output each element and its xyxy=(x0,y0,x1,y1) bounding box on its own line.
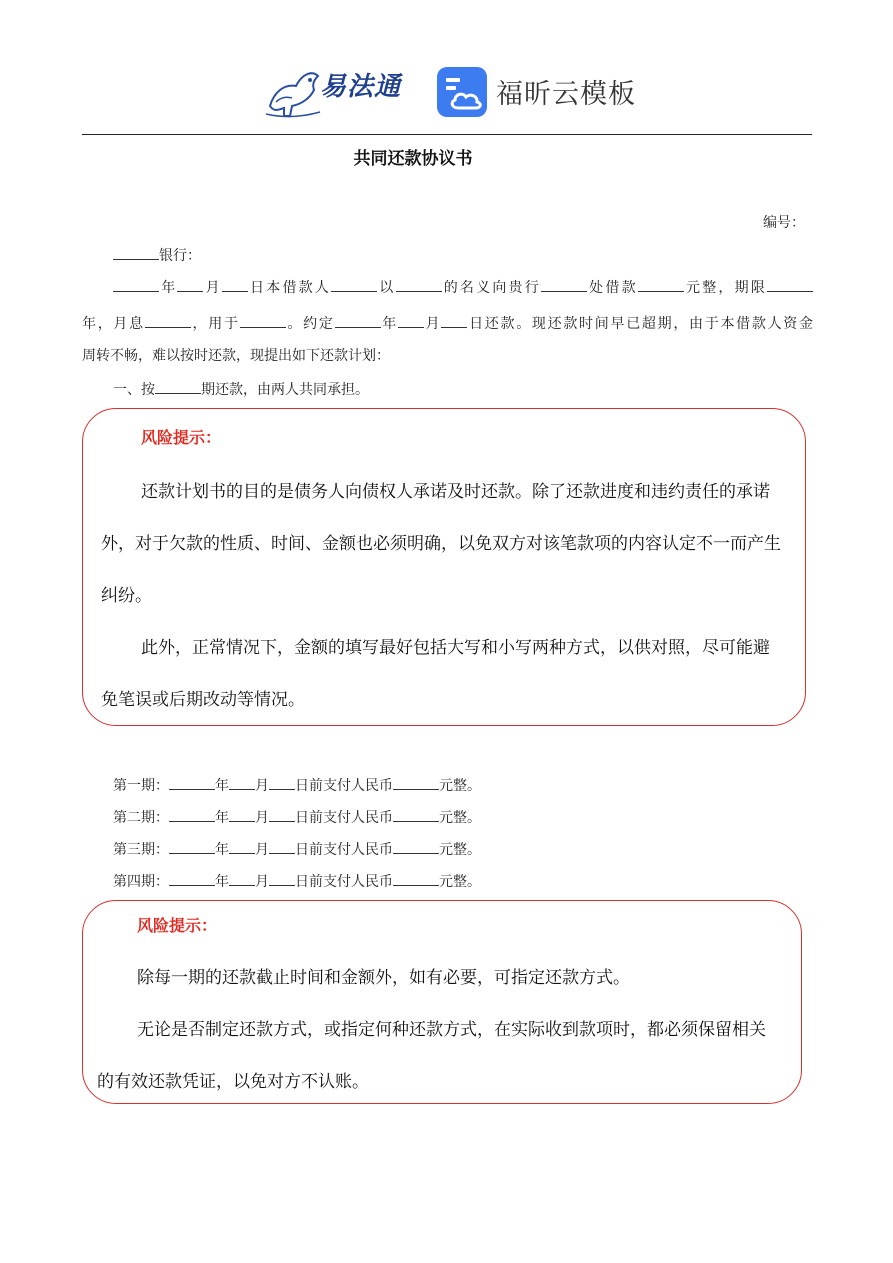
period-row-2: 第二期： 年 月 日前支付人民币 元整。 xyxy=(82,805,844,828)
loan-day-blank[interactable] xyxy=(222,275,248,292)
period2-year-blank[interactable] xyxy=(169,805,215,822)
risk-notice-title-1: 风险提示： xyxy=(141,428,222,447)
page-header xyxy=(0,56,893,126)
clause-1: 一、按 期还款，由两人共同承担。 xyxy=(82,377,844,400)
period2-amount-blank[interactable] xyxy=(393,805,439,822)
risk1-line-2: 外，对于欠款的性质、时间、金额也必须明确，以免双方对该笔款项的内容认定不一而产生 xyxy=(101,534,781,554)
period-count-blank[interactable] xyxy=(155,377,201,394)
risk2-line-2: 无论是否制定还款方式，或指定何种还款方式，在实际收到款项时，都必须保留相关 xyxy=(137,1020,766,1040)
document-title: 共同还款协议书 xyxy=(353,149,473,169)
yifatong-logo-text: 易法通 xyxy=(320,72,402,102)
name-blank[interactable] xyxy=(396,275,442,292)
risk-notice-box-2 xyxy=(82,900,802,1104)
borrower-blank[interactable] xyxy=(331,275,377,292)
header-divider xyxy=(82,134,812,135)
interest-blank[interactable] xyxy=(145,311,191,328)
period3-year-blank[interactable] xyxy=(169,837,215,854)
period1-day-blank[interactable] xyxy=(269,773,295,790)
period4-day-blank[interactable] xyxy=(269,869,295,886)
period2-month-blank[interactable] xyxy=(229,805,255,822)
period1-month-blank[interactable] xyxy=(229,773,255,790)
risk1-line-5: 免笔误或后期改动等情况。 xyxy=(101,690,305,710)
foxit-cloud-logo-icon xyxy=(436,66,488,118)
purpose-blank[interactable] xyxy=(240,311,286,328)
bank-name-blank[interactable] xyxy=(113,243,159,260)
period3-month-blank[interactable] xyxy=(229,837,255,854)
risk2-line-1: 除每一期的还款截止时间和金额外，如有必要，可指定还款方式。 xyxy=(137,968,630,988)
term-blank[interactable] xyxy=(767,275,813,292)
loan-month-blank[interactable] xyxy=(177,275,203,292)
para1-line2: 年，月息 ，用于 。约定 年 月 日还款。现还款时间早已超期，由于本借款人资金 xyxy=(82,311,813,334)
risk1-line-3: 纠纷。 xyxy=(101,586,152,606)
risk1-line-1: 还款计划书的目的是债务人向债权人承诺及时还款。除了还款进度和违约责任的承诺 xyxy=(141,482,770,502)
risk-notice-title-2: 风险提示： xyxy=(137,916,218,935)
period4-amount-blank[interactable] xyxy=(393,869,439,886)
period-row-1: 第一期： 年 月 日前支付人民币 元整。 xyxy=(82,773,844,796)
risk1-line-4: 此外，正常情况下，金额的填写最好包括大写和小写两种方式，以供对照，尽可能避 xyxy=(141,638,770,658)
loan-year-blank[interactable] xyxy=(113,275,159,292)
addressee-line xyxy=(82,243,844,266)
due-year-blank[interactable] xyxy=(335,311,381,328)
due-day-blank[interactable] xyxy=(441,311,467,328)
para1-line1: 年 月 日本借款人 以 的名义向贵行 处借款 元整，期限 xyxy=(82,275,813,298)
para1-line3: 周转不畅，难以按时还款，现提出如下还款计划： xyxy=(82,348,390,364)
period-row-3: 第三期： 年 月 日前支付人民币 元整。 xyxy=(82,837,844,860)
period3-amount-blank[interactable] xyxy=(393,837,439,854)
amount-blank[interactable] xyxy=(638,275,684,292)
due-month-blank[interactable] xyxy=(398,311,424,328)
period4-year-blank[interactable] xyxy=(169,869,215,886)
period-row-4: 第四期： 年 月 日前支付人民币 元整。 xyxy=(82,869,844,892)
addressee-suffix: 银行： xyxy=(159,248,201,264)
period4-month-blank[interactable] xyxy=(229,869,255,886)
foxit-cloud-logo-text: 福昕云模板 xyxy=(496,79,636,110)
branch-blank[interactable] xyxy=(541,275,587,292)
period3-day-blank[interactable] xyxy=(269,837,295,854)
period1-amount-blank[interactable] xyxy=(393,773,439,790)
risk2-line-3: 的有效还款凭证，以免对方不认账。 xyxy=(97,1072,369,1092)
period2-day-blank[interactable] xyxy=(269,805,295,822)
risk-notice-box-1 xyxy=(82,408,806,726)
period1-year-blank[interactable] xyxy=(169,773,215,790)
serial-number-label: 编号： xyxy=(763,215,805,231)
